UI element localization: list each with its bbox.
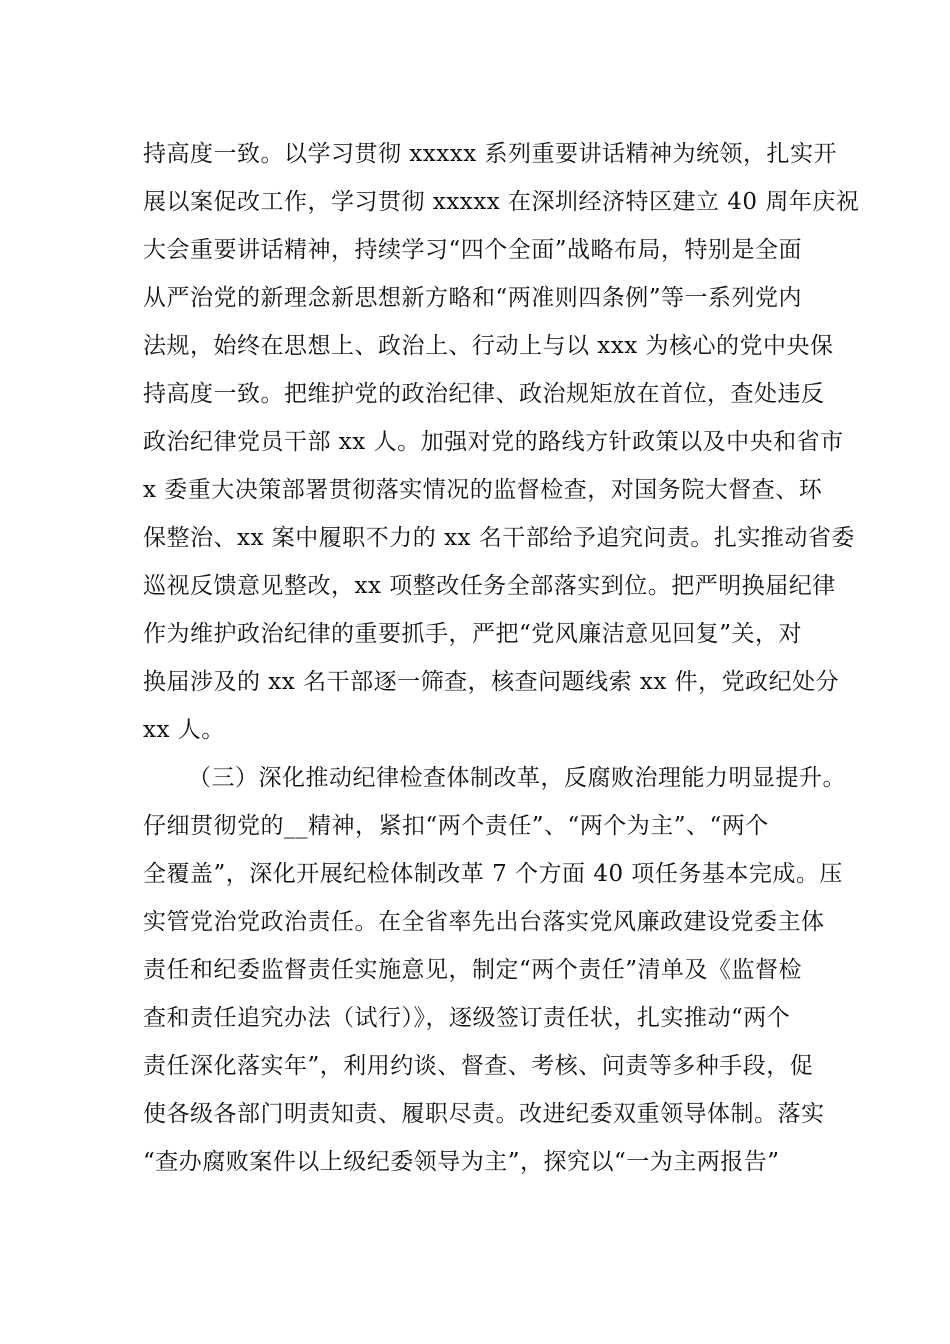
text-line: 法规，始终在思想上、政治上、行动上与以 xxx 为核心的党中央保: [143, 333, 834, 359]
text-line: 责任和纪委监督责任实施意见，制定“两个责任”清单及《监督检: [143, 957, 803, 983]
text-line: 使各级各部门明责知责、履职尽责。改进纪委双重领导体制。落实: [143, 1101, 825, 1127]
text-line: 仔细贯彻党的__精神，紧扣“两个责任”、“两个为主”、“两个: [143, 813, 769, 839]
text-line: 全覆盖”，深化开展纪检体制改革 7 个方面 40 项任务基本完成。压: [143, 861, 843, 887]
text-line: 持高度一致。把维护党的政治纪律、政治规矩放在首位，查处违反: [143, 381, 825, 407]
text-line: 政治纪律党员干部 xx 人。加强对党的路线方针政策以及中央和省市: [143, 429, 844, 455]
text-line: xx 人。: [143, 717, 225, 743]
text-line: 查和责任追究办法（试行）》，逐级签订责任状，扎实推动“两个: [143, 1005, 791, 1031]
text-line: 从严治党的新理念新思想新方略和“两准则四条例”等一系列党内: [143, 285, 803, 311]
text-line: 巡视反馈意见整改，xx 项整改任务全部落实到位。把严明换届纪律: [143, 573, 836, 599]
text-line: “查办腐败案件以上级纪委领导为主”，探究以“一为主两报告”: [143, 1149, 780, 1175]
text-line: 展以案促改工作，学习贯彻 xxxxx 在深圳经济特区建立 40 周年庆祝: [143, 189, 860, 215]
text-line: 作为维护政治纪律的重要抓手，严把“党风廉洁意见回复”关，对: [143, 621, 803, 647]
text-line: 换届涉及的 xx 名干部逐一筛查，核查问题线索 xx 件，党政纪处分: [143, 669, 840, 695]
text-line: 实管党治党政治责任。在全省率先出台落实党风廉政建设党委主体: [143, 909, 825, 935]
text-line: 大会重要讲话精神，持续学习“四个全面”战略布局，特别是全面: [143, 237, 803, 263]
text-line: x 委重大决策部署贯彻落实情况的监督检查，对国务院大督查、环: [143, 477, 823, 503]
text-line: 持高度一致。以学习贯彻 xxxxx 系列重要讲话精神为统领，扎实开: [143, 141, 837, 167]
section-heading-line: （三）深化推动纪律检查体制改革，反腐败治理能力明显提升。: [188, 765, 846, 791]
text-line: 保整治、xx 案中履职不力的 xx 名干部给予追究问责。扎实推动省委: [143, 525, 855, 551]
text-line: 责任深化落实年”，利用约谈、督查、考核、问责等多种手段，促: [143, 1053, 814, 1079]
